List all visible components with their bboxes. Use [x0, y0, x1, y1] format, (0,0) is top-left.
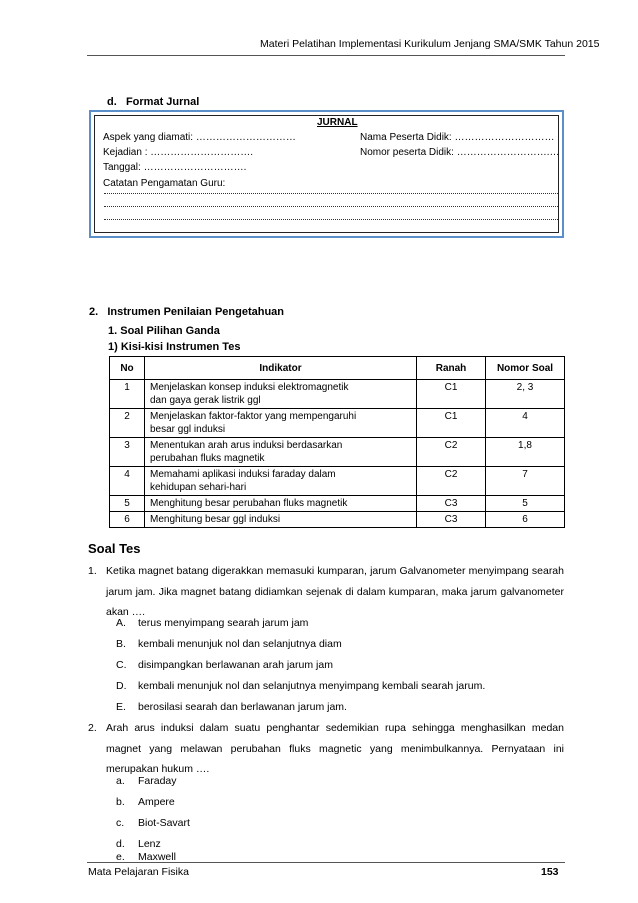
option-text: berosilasi searah dan berlawanan jarum jam. — [138, 701, 347, 713]
subsection-kisi-kisi: 1) Kisi-kisi Instrumen Tes — [108, 341, 241, 353]
option-text: Faraday — [138, 775, 177, 787]
table-row — [110, 512, 565, 528]
col-header-indikator: Indikator — [145, 357, 417, 380]
option-label: A. — [116, 617, 126, 629]
cell-nomor-soal: 7 — [486, 467, 565, 496]
cell-nomor-soal: 4 — [486, 409, 565, 438]
cell-nomor-soal: 2, 3 — [486, 380, 565, 409]
section-d-label: d. — [107, 96, 117, 108]
jurnal-catatan: Catatan Pengamatan Guru: — [103, 178, 226, 189]
jurnal-tanggal: Tanggal: …………………………. — [103, 162, 247, 173]
cell-no: 1 — [110, 380, 145, 409]
jurnal-title: JURNAL — [317, 117, 358, 128]
col-header-ranah: Ranah — [417, 357, 486, 380]
jurnal-nomor-peserta: Nomor peserta Didik: ……………………….… — [360, 147, 560, 158]
table-header-row — [110, 357, 565, 380]
option-label: a. — [116, 775, 125, 787]
cell-indikator: Menjelaskan faktor-faktor yang mempengaruhi besar ggl induksi — [145, 409, 417, 438]
cell-no: 5 — [110, 496, 145, 512]
option-label: E. — [116, 701, 126, 713]
table-row — [110, 496, 565, 512]
option-label: C. — [116, 659, 127, 671]
option-label: d. — [116, 838, 125, 850]
cell-no: 6 — [110, 512, 145, 528]
cell-ranah: C3 — [417, 512, 486, 528]
section-2-heading — [89, 306, 284, 318]
jurnal-dotted-line — [104, 219, 558, 220]
table-row — [110, 438, 565, 467]
option-text: Ampere — [138, 796, 175, 808]
section-d-title: Format Jurnal — [125, 96, 200, 108]
table-row — [110, 380, 565, 409]
page-header: Materi Pelatihan Implementasi Kurikulum Jenjang SMA/SMK Tahun 2015 — [260, 38, 600, 50]
section-2-number: 2. — [89, 306, 99, 318]
jurnal-aspek: Aspek yang diamati: ………………………… — [103, 132, 296, 143]
cell-nomor-soal: 1,8 — [486, 438, 565, 467]
cell-indikator: Menghitung besar ggl induksi — [145, 512, 417, 528]
option-text: kembali menunjuk nol dan selanjutnya menyimpang kembali searah jarum. — [138, 680, 486, 692]
cell-indikator: Menghitung besar perubahan fluks magnetik — [145, 496, 417, 512]
cell-no: 2 — [110, 409, 145, 438]
cell-no: 3 — [110, 438, 145, 467]
cell-ranah: C3 — [417, 496, 486, 512]
header-divider — [87, 55, 565, 56]
option-label: b. — [116, 796, 125, 808]
table-row — [110, 409, 565, 438]
footer-divider — [87, 862, 565, 863]
cell-indikator: Menjelaskan konsep induksi elektromagnetik dan gaya gerak listrik ggl — [145, 380, 417, 409]
jurnal-inner-frame — [94, 115, 559, 233]
subsection-pilihan-ganda: 1. Soal Pilihan Ganda — [108, 325, 220, 337]
jurnal-dotted-line — [104, 193, 558, 194]
section-2-title: Instrumen Penilaian Pengetahuan — [107, 306, 285, 318]
cell-indikator: Memahami aplikasi induksi faraday dalam kehidupan sehari-hari — [145, 467, 417, 496]
soal-tes-title: Soal Tes — [88, 541, 141, 556]
question-1-number: 1. — [88, 565, 97, 577]
option-label: B. — [116, 638, 126, 650]
option-text: Biot-Savart — [138, 817, 190, 829]
question-2-number: 2. — [88, 722, 97, 734]
table-row — [110, 467, 565, 496]
option-text: Maxwell — [138, 851, 176, 863]
cell-nomor-soal: 5 — [486, 496, 565, 512]
footer-subject: Mata Pelajaran Fisika — [88, 866, 189, 878]
cell-ranah: C2 — [417, 467, 486, 496]
col-header-nomor-soal: Nomor Soal — [486, 357, 565, 380]
cell-no: 4 — [110, 467, 145, 496]
option-text: terus menyimpang searah jarum jam — [138, 617, 309, 629]
cell-ranah: C1 — [417, 380, 486, 409]
question-1-text: Ketika magnet batang digerakkan memasuki kumparan, jarum Galvanometer menyimpang searah jarum jam. Jika magnet batang didiamkan sejenak di dalam kumparan, maka jarum galvanometer akan …. — [106, 565, 564, 618]
option-label: D. — [116, 680, 127, 692]
col-header-no: No — [110, 357, 145, 380]
jurnal-box — [89, 110, 564, 238]
cell-ranah: C2 — [417, 438, 486, 467]
option-text: kembali menunjuk nol dan selanjutnya diam — [138, 638, 342, 650]
section-d-heading — [107, 96, 199, 108]
kisi-kisi-table — [109, 356, 565, 528]
question-2-text: Arah arus induksi dalam suatu penghantar sedemikian rupa sehingga menghasilkan medan magnet yang melawan perubahan fluks magnetic yang menimbulkannya. Pernyataan ini merupakan hukum …. — [106, 722, 564, 775]
jurnal-kejadian: Kejadian : …………………………. — [103, 147, 254, 158]
option-label: c. — [116, 817, 125, 829]
cell-indikator: Menentukan arah arus induksi berdasarkan perubahan fluks magnetik — [145, 438, 417, 467]
jurnal-dotted-line — [104, 206, 558, 207]
option-label: e. — [116, 851, 125, 863]
jurnal-nama-peserta: Nama Peserta Didik: ………………………… — [360, 132, 555, 143]
option-text: disimpangkan berlawanan arah jarum jam — [138, 659, 333, 671]
page-number: 153 — [541, 866, 559, 878]
cell-nomor-soal: 6 — [486, 512, 565, 528]
cell-ranah: C1 — [417, 409, 486, 438]
option-text: Lenz — [138, 838, 161, 850]
